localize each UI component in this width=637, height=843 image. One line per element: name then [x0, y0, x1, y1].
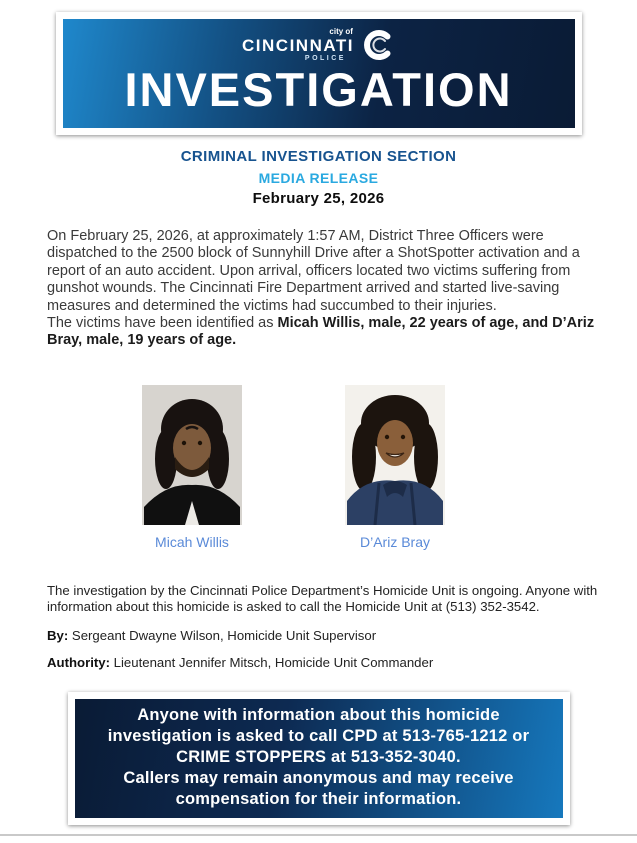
logo-cincinnati: CINCINNATI — [242, 36, 354, 55]
victim-photos-row — [0, 385, 637, 550]
cincinnati-police-logo — [63, 26, 575, 64]
victim-name-micah-willis: Micah Willis — [155, 533, 229, 550]
release-date: February 25, 2026 — [252, 190, 385, 207]
by-line — [47, 628, 597, 643]
dariz-bray-photo — [345, 385, 445, 525]
cincinnati-c-icon — [361, 28, 395, 62]
logo-text — [242, 28, 354, 62]
section-heading: CRIMINAL INVESTIGATION SECTION — [180, 148, 457, 165]
logo-police: POLICE — [304, 55, 346, 62]
victims-identified-names: Micah Willis, male, 22 years of age, and D’Ariz Bray, male, 19 years of age. — [47, 315, 595, 349]
page-bottom-divider — [0, 834, 637, 836]
tip-line-text-line3: CRIME STOPPERS at 513-352-3040. — [176, 747, 461, 766]
by-text: Sergeant Dwayne Wilson, Homicide Unit Supervisor — [68, 627, 377, 643]
banner-title: INVESTIGATION — [124, 63, 513, 116]
authority-label: Authority: — [47, 654, 110, 670]
tip-line-banner-gradient — [75, 699, 563, 818]
victims-identified-lead: The victims have been identified as — [47, 315, 278, 332]
tip-line-text-line1: Anyone with information about this homicide — [137, 705, 500, 724]
tip-line-banner — [68, 692, 570, 825]
tip-line-text-line2: investigation is asked to call CPD at 513-765-1212 or — [107, 726, 530, 745]
incident-text: On February 25, 2026, at approximately 1:57 AM, District Three Officers were dispatched to the 2500 block of Sunnyhill Drive after a ShotSpotter activation and a report of an auto accident. Upon arrival, officers located two victims suffering from gunshot wounds. The Cincinnati Fire Department arrived and started live-saving measures and determined the victims had succumbed to their injuries. — [47, 228, 580, 314]
logo-city-of: city of — [329, 27, 353, 36]
tip-line-text-line5: compensation for their information. — [175, 789, 462, 808]
tip-line-text-line4: Callers may remain anonymous and may receive — [123, 768, 514, 787]
media-release-heading: MEDIA RELEASE — [258, 170, 379, 186]
authority-text: Lieutenant Jennifer Mitsch, Homicide Unit Commander — [110, 654, 434, 670]
victim-card-micah-willis — [142, 385, 242, 550]
micah-willis-photo — [142, 385, 242, 525]
victim-card-dariz-bray — [345, 385, 445, 550]
investigation-banner — [56, 12, 582, 135]
victim-name-dariz-bray: D’Ariz Bray — [359, 533, 430, 550]
incident-paragraph — [47, 228, 597, 350]
by-label: By: — [47, 627, 69, 643]
investigation-note: The investigation by the Cincinnati Police Department’s Homicide Unit is ongoing. Anyone with information about this homicide is asked to call the Homicide Unit at (513) 352-3542. — [47, 582, 598, 615]
authority-line — [47, 655, 597, 670]
investigation-banner-gradient — [63, 19, 575, 128]
